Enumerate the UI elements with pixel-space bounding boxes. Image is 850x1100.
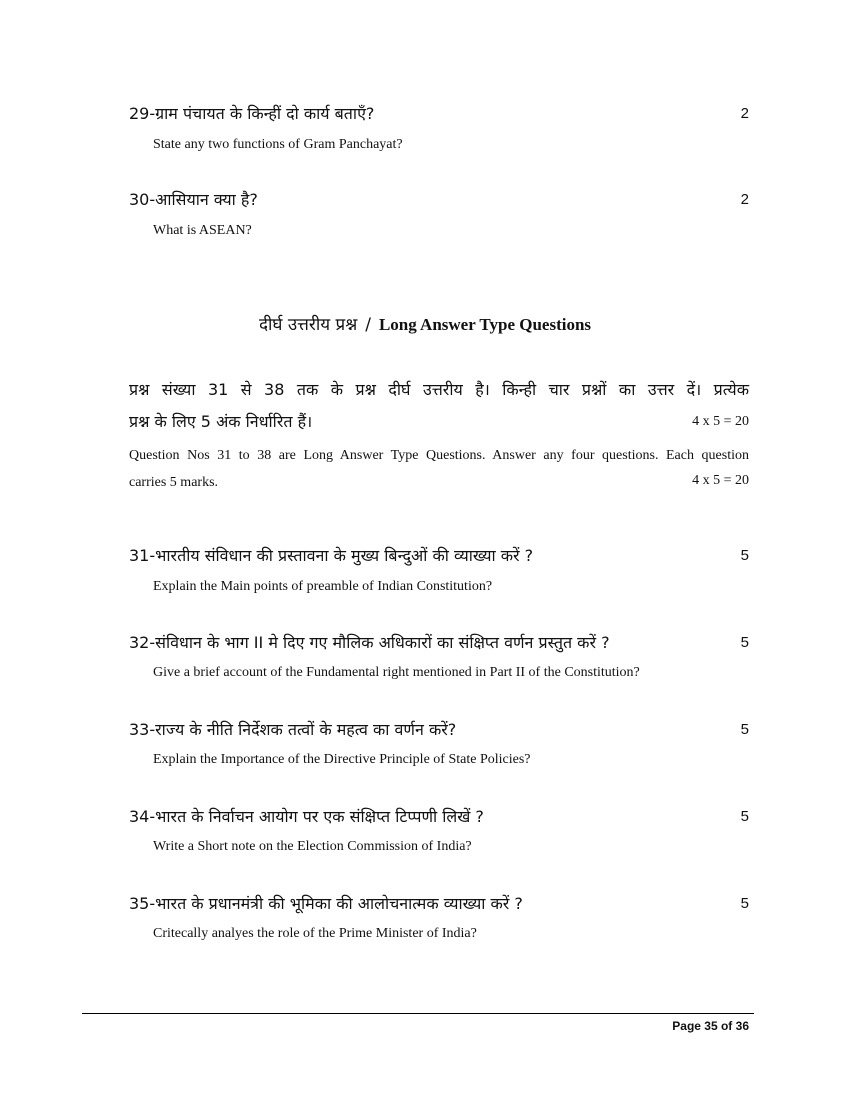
question-english: Write a Short note on the Election Commission of India? (153, 839, 472, 854)
page-number: Page 35 of 36 (672, 1019, 749, 1033)
instructions-hindi-marks: 4 x 5 = 20 (692, 414, 749, 429)
question-35 (129, 894, 749, 941)
question-hindi: 30-आसियान क्या है? (129, 190, 258, 209)
section-title-separator: / (365, 315, 371, 335)
question-hindi: 34-भारत के निर्वाचन आयोग पर एक संक्षिप्त टिप्पणी लिखें ? (129, 807, 484, 826)
question-hindi: 32-संविधान के भाग II मे दिए गए मौलिक अधिकारों का संक्षिप्त वर्णन प्रस्तुत करें ? (129, 633, 610, 652)
footer-divider (82, 1013, 754, 1014)
question-hindi: 33-राज्य के नीति निर्देशक तत्वों के महत्व का वर्णन करें? (129, 720, 457, 739)
question-34 (129, 807, 749, 854)
question-hindi: 35-भारत के प्रधानमंत्री की भूमिका की आलोचनात्मक व्याख्या करें ? (129, 894, 523, 913)
section-title-english: Long Answer Type Questions (378, 315, 592, 334)
question-english: What is ASEAN? (153, 223, 252, 238)
question-hindi: 29-ग्राम पंचायत के किन्हीं दो कार्य बताएँ? (129, 104, 375, 123)
question-marks: 5 (740, 895, 749, 912)
question-marks: 5 (740, 721, 749, 738)
question-english: Critecally analyes the role of the Prime Minister of India? (153, 926, 477, 941)
instructions-english-marks: 4 x 5 = 20 (692, 473, 749, 488)
question-english: Explain the Importance of the Directive Principle of State Policies? (153, 752, 531, 767)
instructions-hindi-line2: प्रश्न के लिए 5 अंक निर्धारित हैं। (129, 412, 313, 431)
question-33 (129, 720, 749, 767)
instructions-hindi-line1: प्रश्न संख्या 31 से 38 तक के प्रश्न दीर्घ उत्तरीय है। किन्ही चार प्रश्नों का उत्तर दें। प्रत्येक (129, 380, 749, 399)
question-29 (129, 104, 749, 152)
question-marks: 5 (740, 547, 749, 564)
question-english: Explain the Main points of preamble of Indian Constitution? (153, 579, 493, 594)
question-31 (129, 546, 749, 594)
section-title-hindi: दीर्घ उत्तरीय प्रश्न (258, 315, 358, 335)
question-english: State any two functions of Gram Panchayat? (153, 137, 403, 152)
instructions-english (129, 442, 749, 496)
question-32 (129, 633, 749, 680)
question-marks: 5 (740, 808, 749, 825)
instructions-english-line1: Question Nos 31 to 38 are Long Answer Type Questions. Answer any four questions. Each question (129, 448, 749, 463)
question-hindi: 31-भारतीय संविधान की प्रस्तावना के मुख्य बिन्दुओं की व्याख्या करें ? (129, 546, 534, 565)
question-marks: 2 (740, 191, 749, 208)
question-marks: 5 (740, 634, 749, 651)
section-heading (0, 312, 850, 335)
instructions-english-line2: carries 5 marks. (129, 475, 219, 490)
instructions-hindi (129, 374, 749, 438)
question-marks: 2 (740, 105, 749, 122)
question-english: Give a brief account of the Fundamental right mentioned in Part II of the Constitution? (153, 665, 640, 680)
question-30 (129, 190, 749, 238)
